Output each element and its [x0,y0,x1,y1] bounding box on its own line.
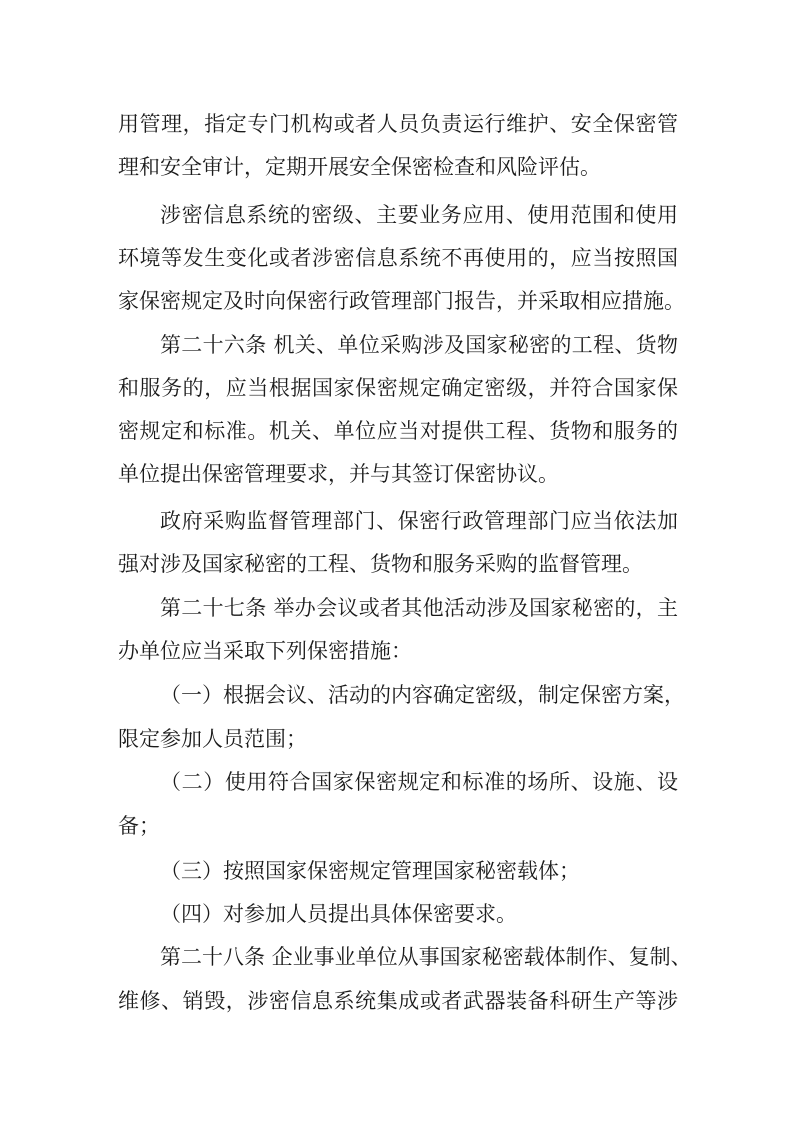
text-line: 和服务的，应当根据国家保密规定确定密级，并符合国家保 [118,376,678,400]
text-line: 理和安全审计，定期开展安全保密检查和风险评估。 [118,155,601,179]
text-line: 备； [118,814,160,838]
article-heading-line: 第二十七条 举办会议或者其他活动涉及国家秘密的，主 [160,596,678,620]
list-item-line: （二）使用符合国家保密规定和标准的场所、设施、设 [160,770,678,794]
text-line: 家保密规定及时向保密行政管理部门报告，并采取相应措施。 [118,289,685,313]
text-line: 限定参加人员范围； [118,727,307,751]
list-item-line: （一）根据会议、活动的内容确定密级，制定保密方案， [160,683,685,707]
list-item-line: （四）对参加人员提出具体保密要求。 [160,902,517,926]
text-line: 维修、销毁，涉密信息系统集成或者武器装备科研生产等涉 [118,989,678,1013]
text-line: 强对涉及国家秘密的工程、货物和服务采购的监督管理。 [118,552,643,576]
text-line: 办单位应当采取下列保密措施： [118,639,412,663]
text-line: 环境等发生变化或者涉密信息系统不再使用的，应当按照国 [118,246,678,270]
paragraph-first-line: 涉密信息系统的密级、主要业务应用、使用范围和使用 [160,203,678,227]
text-line: 用管理，指定专门机构或者人员负责运行维护、安全保密管 [118,112,678,136]
article-heading-line: 第二十六条 机关、单位采购涉及国家秘密的工程、货物 [160,333,678,357]
text-line: 单位提出保密管理要求，并与其签订保密协议。 [118,462,559,486]
list-item-line: （三）按照国家保密规定管理国家秘密载体； [160,859,580,883]
paragraph-first-line: 政府采购监督管理部门、保密行政管理部门应当依法加 [160,509,678,533]
article-heading-line: 第二十八条 企业事业单位从事国家秘密载体制作、复制、 [160,945,692,969]
text-line: 密规定和标准。机关、单位应当对提供工程、货物和服务的 [118,419,678,443]
